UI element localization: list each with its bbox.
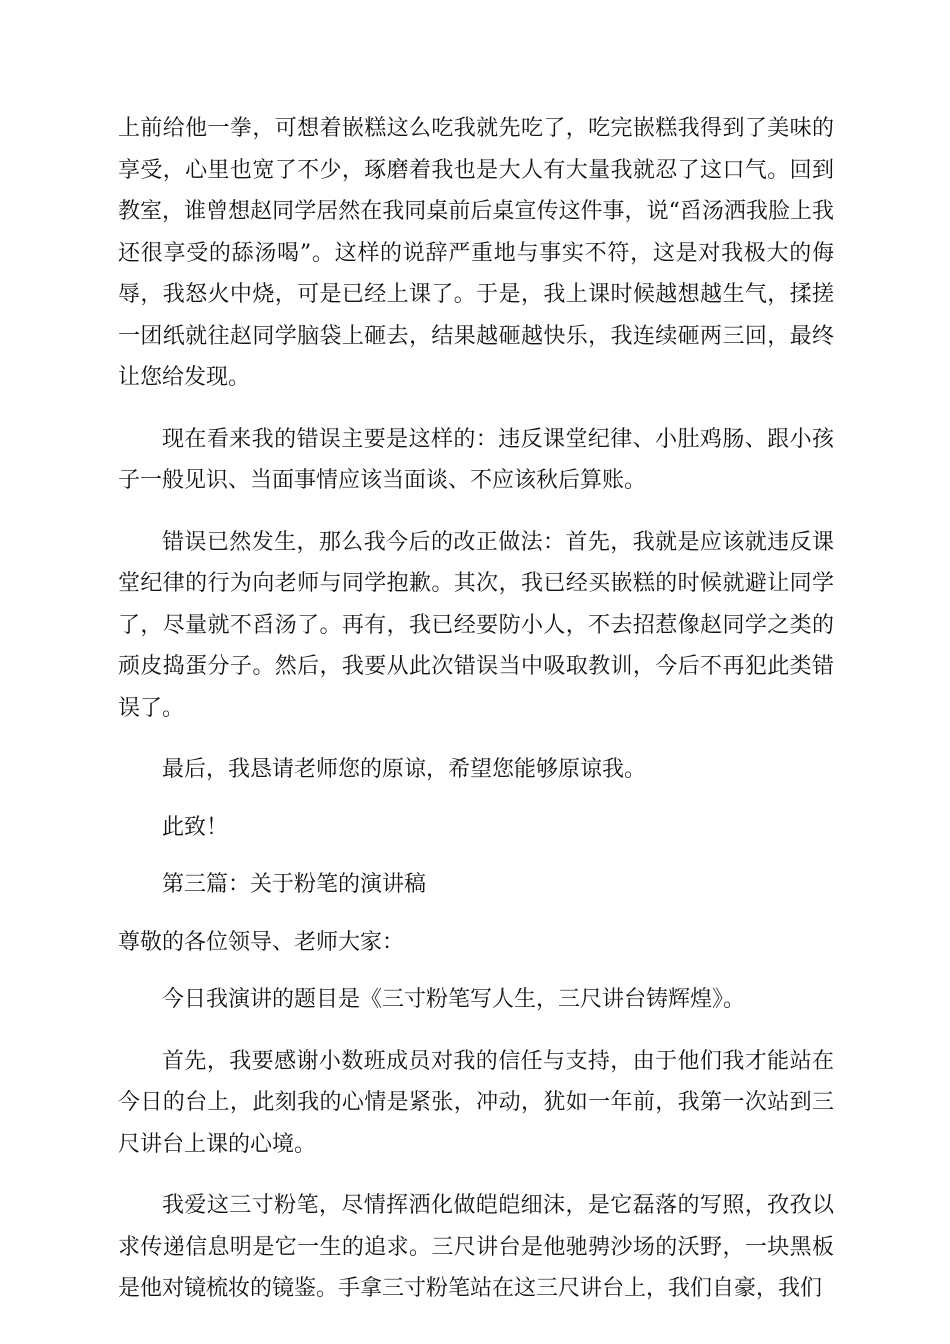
paragraph-speech-title: 今日我演讲的题目是《三寸粉笔写人生，三尺讲台铸辉煌》。 [162,987,746,1012]
paragraph-chalk: 我爱这三寸粉笔，尽情挥洒化做皑皑细沫，是它磊落的写照，孜孜以求传递信息明是它一生的追求。三尺讲台是他驰骋沙场的沃野，一块黑板是他对镜梳妆的镜鉴。手拿三寸粉笔站在这三尺讲台上，我们自豪，我们 [118,1193,834,1301]
paragraph-incident-continued: 上前给他一拳，可想着嵌糕这么吃我就先吃了，吃完嵌糕我得到了美味的享受，心里也宽了不少，琢磨着我也是大人有大量我就忍了这口气。回到教室，谁曾想赵同学居然在我同桌前后桌宣传这件事，说“舀汤洒我脸上我还很享受的舔汤喝”。这样的说辞严重地与事实不符，这是对我极大的侮辱，我怒火中烧，可是已经上课了。于是，我上课时候越想越生气，揉搓一团纸就往赵同学脑袋上砸去，结果越砸越快乐，我连续砸两三回，最终让您给发现。 [118,116,834,390]
section-heading-chapter-three: 第三篇：关于粉笔的演讲稿 [162,872,427,897]
salutation: 尊敬的各位领导、老师大家： [118,929,405,955]
paragraph-corrections: 错误已然发生，那么我今后的改正做法：首先，我就是应该就违反课堂纪律的行为向老师与同学抱歉。其次，我已经买嵌糕的时候就避让同学了，尽量就不舀汤了。再有，我已经要防小人，不去招惹像赵同学之类的顽皮捣蛋分子。然后，我要从此次错误当中吸取教训，今后不再犯此类错误了。 [118,529,834,721]
paragraph-mistakes: 现在看来我的错误主要是这样的：违反课堂纪律、小肚鸡肠、跟小孩子一般见识、当面事情应该当面谈、不应该秋后算账。 [118,426,834,493]
paragraph-thanks: 首先，我要感谢小数班成员对我的信任与支持，由于他们我才能站在今日的台上，此刻我的心情是紧张，冲动，犹如一年前，我第一次站到三尺讲台上课的心境。 [118,1048,834,1157]
paragraph-closing: 此致！ [162,814,229,840]
paragraph-apology-request: 最后，我恳请老师您的原谅，希望您能够原谅我。 [162,757,647,782]
document-page [118,108,834,1330]
